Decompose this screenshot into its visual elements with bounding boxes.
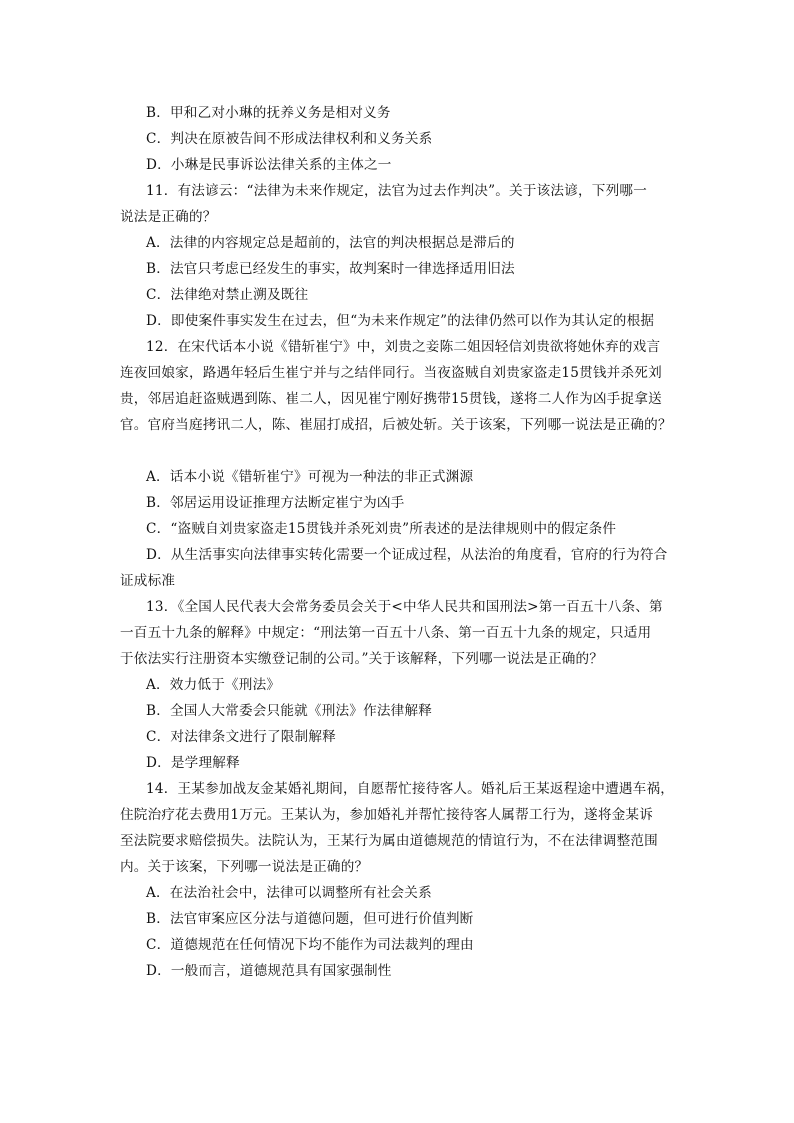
- q14-stem-line-3: 至法院要求赔偿损失。法院认为，王某行为属由道德规范的情谊行为，不在法律调整范围: [120, 833, 658, 849]
- q11-option-c: C．法律绝对禁止溯及既往: [146, 287, 309, 303]
- q12-option-d: D．从生活事实向法律事实转化需要一个证成过程，从法治的角度看，官府的行为符合: [146, 547, 668, 563]
- q12-option-d-continued: 证成标准: [120, 573, 176, 589]
- q14-option-b: B．法官审案应区分法与道德问题，但可进行价值判断: [146, 911, 474, 927]
- q14-stem-line-1: 14．王某参加战友金某婚礼期间，自愿帮忙接待客人。婚礼后王某返程途中遭遇车祸，: [146, 781, 675, 797]
- q12-stem-line-3: 贵，邻居追赶盗贼遇到陈、崔二人，因见崔宁刚好携带15贯钱，遂将二人作为凶手捉拿送: [120, 391, 662, 407]
- q12-stem-line-1: 12．在宋代话本小说《错斩崔宁》中，刘贵之妾陈二姐因轻信刘贵欲将她休弃的戏言: [146, 339, 661, 355]
- q13-option-a: A．效力低于《刑法》: [146, 677, 281, 693]
- q12-stem-line-2: 连夜回娘家，路遇年轻后生崔宁并与之结伴同行。当夜盗贼自刘贵家盗走15贯钱并杀死刘: [120, 365, 662, 381]
- q14-option-a: A．在法治社会中，法律可以调整所有社会关系: [146, 885, 432, 901]
- q14-option-c: C．道德规范在任何情况下均不能作为司法裁判的理由: [146, 937, 474, 953]
- q13-option-c: C．对法律条文进行了限制解释: [146, 729, 336, 745]
- q13-option-b: B．全国人大常委会只能就《刑法》作法律解释: [146, 703, 433, 719]
- q14-stem-line-2: 住院治疗花去费用1万元。王某认为，参加婚礼并帮忙接待客人属帮工行为，遂将金某诉: [120, 807, 654, 823]
- q14-option-d: D．一般而言，道德规范具有国家强制性: [146, 963, 392, 979]
- q12-option-b: B．邻居运用设证推理方法断定崔宁为凶手: [146, 495, 405, 511]
- q12-option-a: A．话本小说《错斩崔宁》可视为一种法的非正式渊源: [146, 469, 474, 485]
- q10-option-c: C．判决在原被告间不形成法律权利和义务关系: [146, 131, 433, 147]
- q13-option-d: D．是学理解释: [146, 755, 240, 771]
- q11-stem-line-2: 说法是正确的？: [120, 209, 217, 225]
- q13-stem-line-2: 一百五十九条的解释》中规定：“刑法第一百五十八条、第一百五十九条的规定，只适用: [120, 625, 652, 641]
- q11-option-a: A．法律的内容规定总是超前的，法官的判决根据总是滞后的: [146, 235, 515, 251]
- q11-stem-line-1: 11．有法谚云：“法律为未来作规定，法官为过去作判决”。关于该法谚，下列哪一: [146, 183, 647, 199]
- q14-stem-line-4: 内。关于该案，下列哪一说法是正确的？: [120, 859, 369, 875]
- q12-stem-line-4: 官。官府当庭拷讯二人，陈、崔屈打成招，后被处斩。关于该案，下列哪一说法是正确的？: [120, 417, 672, 433]
- q13-stem-line-1: 13．《全国人民代表大会常务委员会关于<中华人民共和国刑法>第一百五十八条、第: [146, 599, 663, 615]
- q10-option-b: B．甲和乙对小琳的抚养义务是相对义务: [146, 105, 391, 121]
- q11-option-b: B．法官只考虑已经发生的事实，故判案时一律选择适用旧法: [146, 261, 515, 277]
- q12-option-c: C．“盗贼自刘贵家盗走15贯钱并杀死刘贵”所表述的是法律规则中的假定条件: [146, 521, 617, 537]
- q10-option-d: D．小琳是民事诉讼法律关系的主体之一: [146, 157, 392, 173]
- q11-option-d: D．即使案件事实发生在过去，但“为未来作规定”的法律仍然可以作为其认定的根据: [146, 313, 655, 329]
- q13-stem-line-3: 于依法实行注册资本实缴登记制的公司。”关于该解释，下列哪一说法是正确的？: [120, 651, 604, 667]
